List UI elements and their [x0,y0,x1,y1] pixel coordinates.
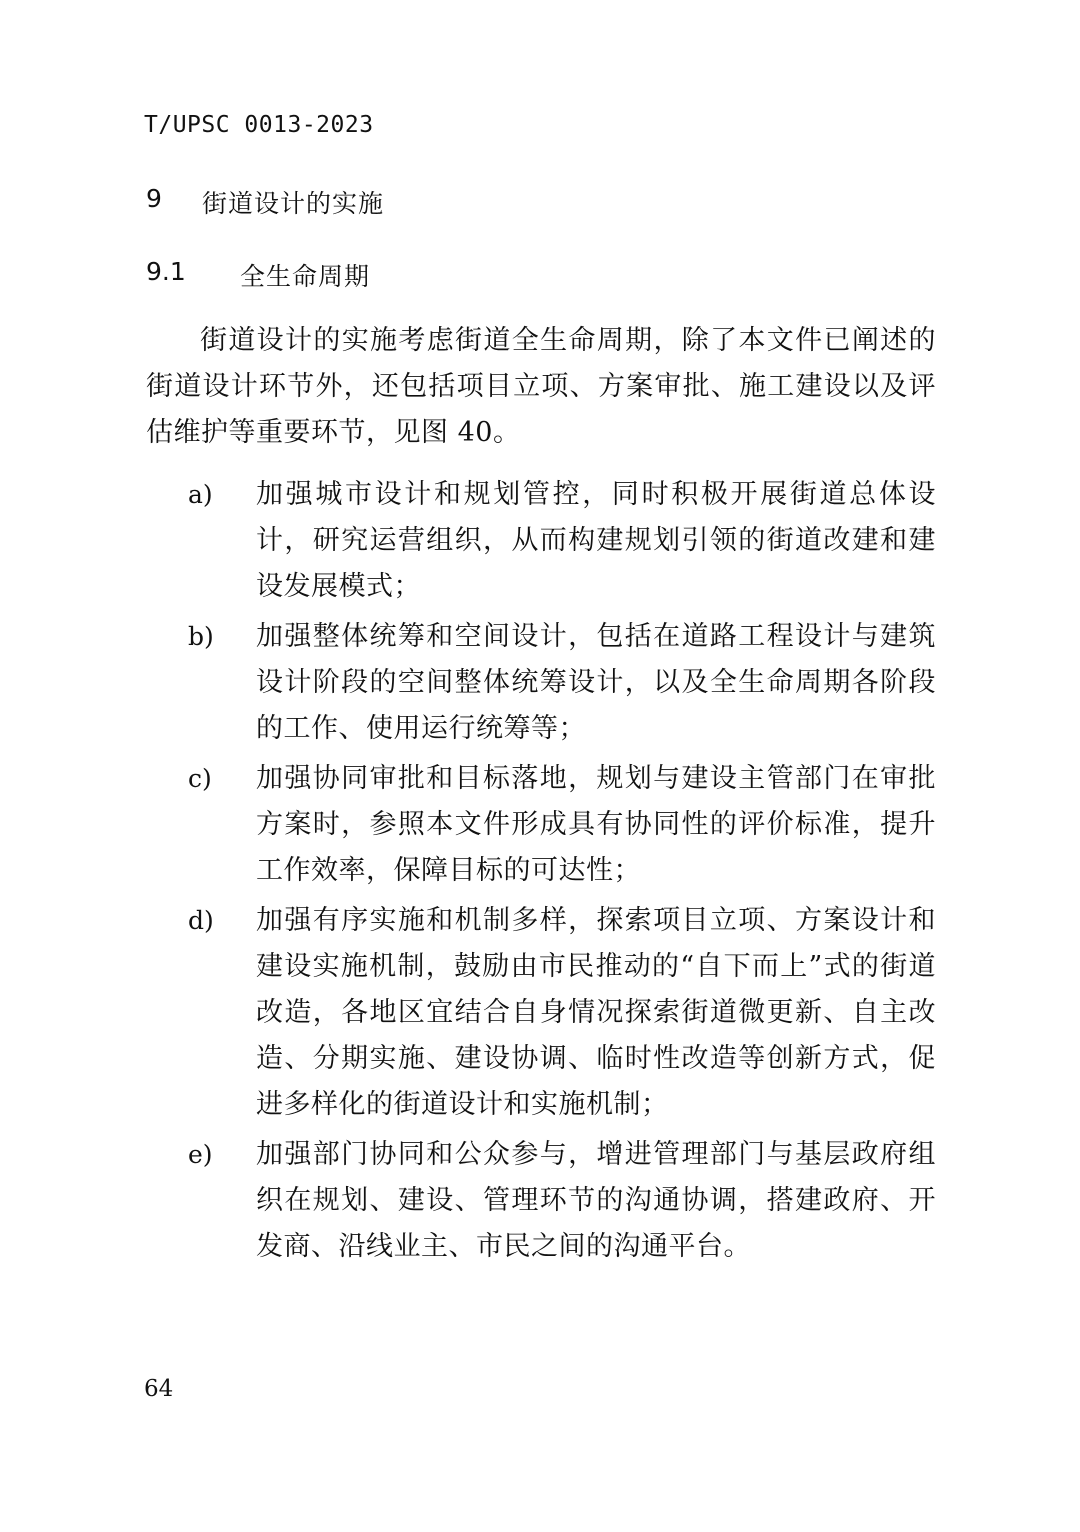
section-number: 9 [146,184,162,213]
list-item-c [0,756,1080,894]
list-marker: a) [188,480,213,509]
standard-number: T/UPSC 0013-2023 [144,112,374,138]
list-marker: b) [188,622,214,651]
list-item-text: 加强协同审批和目标落地，规划与建设主管部门在审批方案时，参照本文件形成具有协同性的评价标准，提升工作效率，保障目标的可达性； [256,763,936,886]
list-item-e [0,1132,1080,1270]
list-item-text: 加强整体统筹和空间设计，包括在道路工程设计与建筑设计阶段的空间整体统筹设计，以及全生命周期各阶段的工作、使用运行统筹等； [256,621,936,744]
requirements-list [0,472,1080,1274]
list-marker: d) [188,906,214,935]
list-item-text: 加强有序实施和机制多样，探索项目立项、方案设计和建设实施机制，鼓励由市民推动的“自下而上”式的街道改造，各地区宜结合自身情况探索街道微更新、自主改造、分期实施、建设协调、临时性改造等创新方式，促进多样化的街道设计和实施机制； [256,905,936,1120]
subsection-title: 全生命周期 [240,262,371,291]
list-item-d [0,898,1080,1128]
list-item-a [0,472,1080,610]
list-marker: e) [188,1140,213,1169]
section-title: 街道设计的实施 [202,189,385,218]
list-item-text: 加强部门协同和公众参与，增进管理部门与基层政府组织在规划、建设、管理环节的沟通协调，搭建政府、开发商、沿线业主、市民之间的沟通平台。 [256,1139,936,1262]
page-number: 64 [144,1376,174,1402]
intro-paragraph: 街道设计的实施考虑街道全生命周期，除了本文件已阐述的街道设计环节外，还包括项目立项、方案审批、施工建设以及评估维护等重要环节，见图 40。 [146,325,936,448]
list-item-text: 加强城市设计和规划管控，同时积极开展街道总体设计，研究运营组织，从而构建规划引领的街道改建和建设发展模式； [256,479,936,602]
list-marker: c) [188,764,212,793]
subsection-number: 9.1 [146,257,186,286]
list-item-b [0,614,1080,752]
